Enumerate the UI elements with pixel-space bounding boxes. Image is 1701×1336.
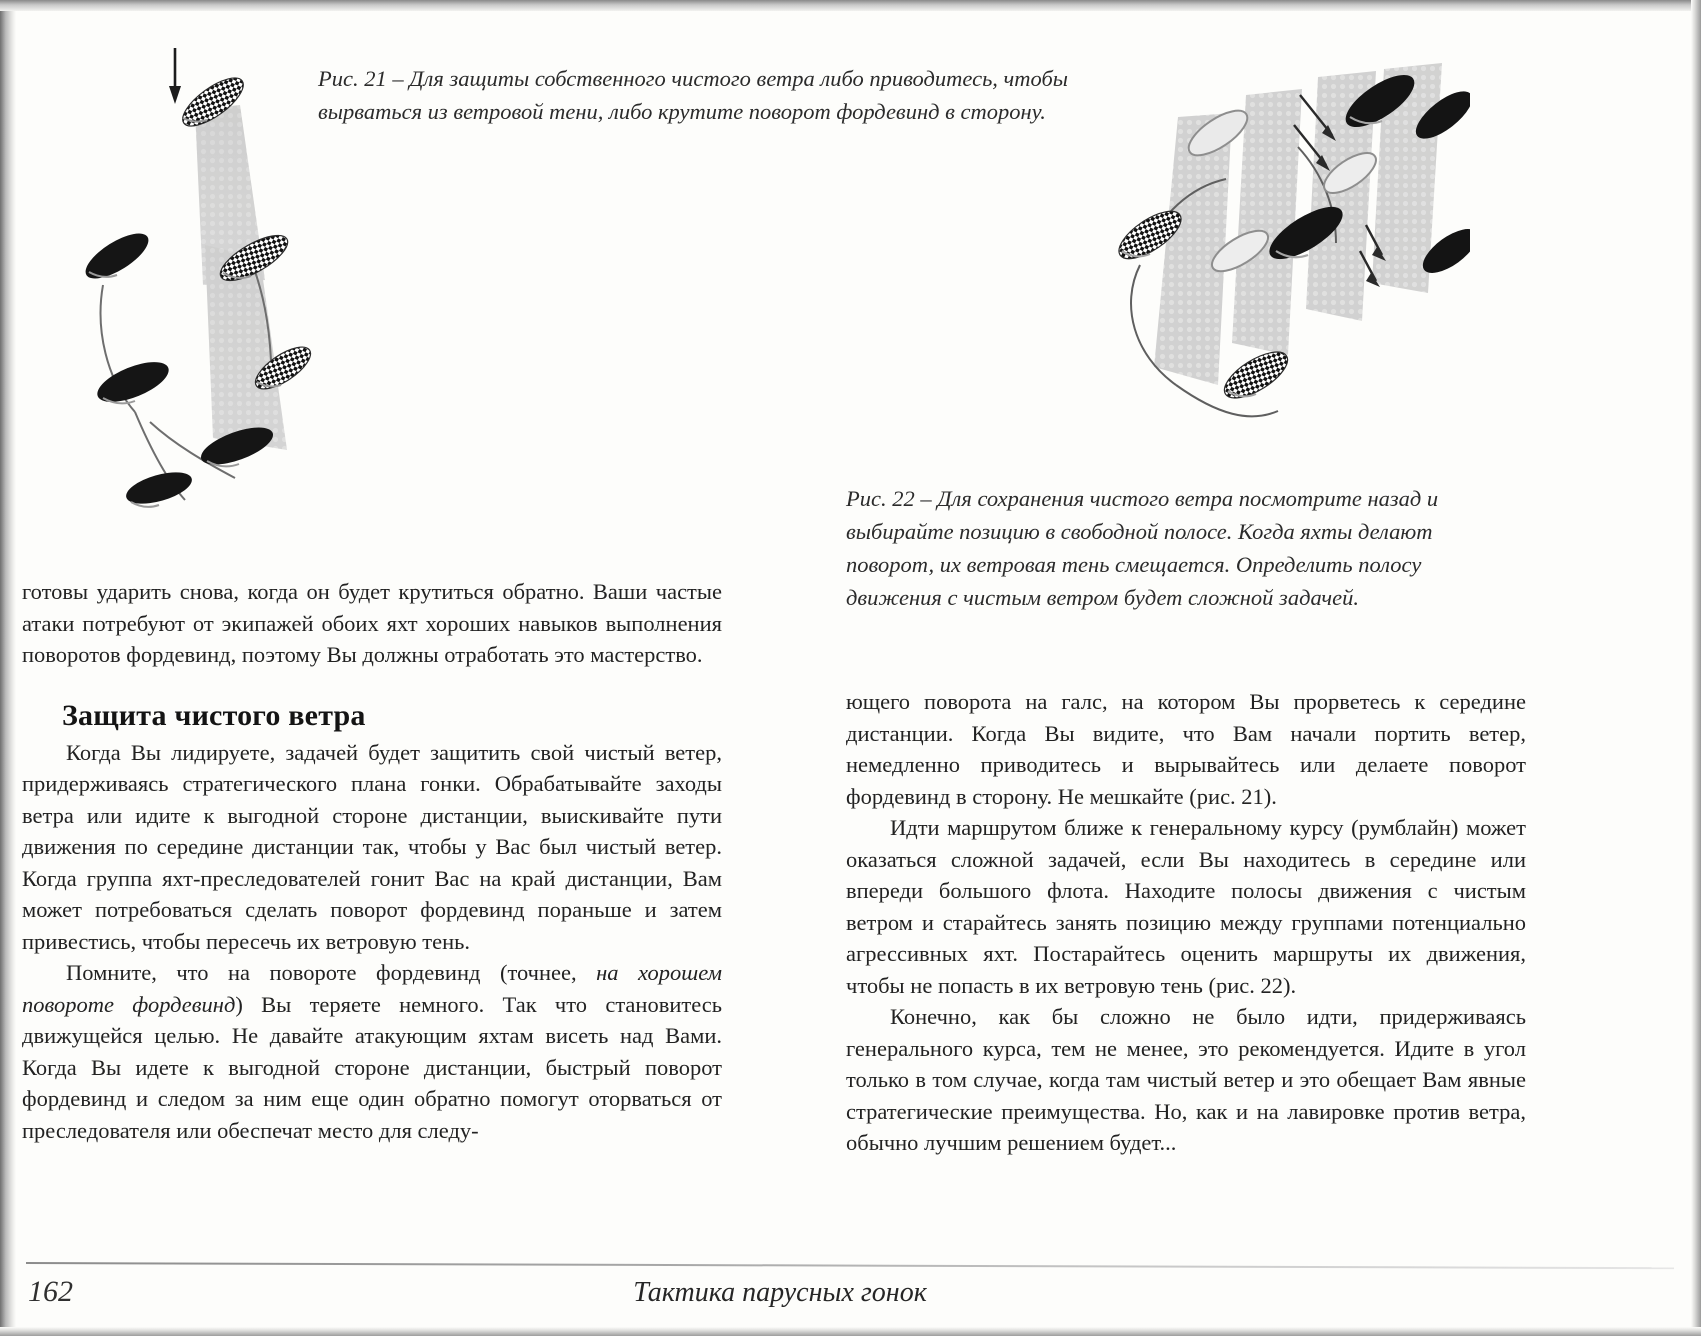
scan-edge-bottom xyxy=(0,1327,1701,1336)
boat-checkered-b xyxy=(1218,343,1295,407)
left-paragraph-2-emphasis: на хорошем повороте фордевинд xyxy=(22,960,722,1017)
figure-22-illustration xyxy=(1050,55,1470,455)
page-section-heading: Защита чистого ветра xyxy=(62,698,366,732)
figure-22-caption: Рис. 22 – Для сохранения чистого ветра посмотрите назад и выбирайте позицию в свободной полосе. Когда яхты делают поворот, их ветровая тень смещается. Определить полосу движения с чистым ветром будет сложной задачей. xyxy=(846,486,1439,610)
boat-dark-4 xyxy=(123,466,196,510)
scan-edge-right xyxy=(1691,0,1701,1336)
scan-edge-left xyxy=(0,0,16,1336)
left-paragraph-2-part1: Помните, что на повороте фордевинд (точнее, xyxy=(66,960,597,985)
boat-dark-2 xyxy=(92,354,174,410)
scan-edge-top xyxy=(0,0,1701,11)
boat-dark-1 xyxy=(79,225,155,287)
right-text-column xyxy=(846,686,1526,1159)
page-number: 162 xyxy=(28,1275,73,1308)
left-paragraph-2-part2: ) Вы теряете немного. Так что становитесь движущейся целью. Не давайте атакующим яхтам висеть над Вами. Когда Вы идете к выгодной стороне дистанции, быстрый поворот фордевинд и следом за ним еще один обратно помогут оторваться от преследователя или обеспечат место для следу- xyxy=(22,991,723,1143)
footer-divider-rule xyxy=(26,1262,1674,1269)
left-paragraph-2 xyxy=(22,957,722,1146)
running-title: Тактика парусных гонок xyxy=(633,1277,927,1308)
left-paragraph-1: Когда Вы лидируете, задачей будет защитить свой чистый ветер, придерживаясь стратегического плана гонки. Обрабатывайте заходы ветра или идите к выгодной стороне дистанции, выискивайте пути движения по середине дистанции так, чтобы у Вас был чистый ветер. Когда группа яхт-преследователей гонит Вас на край дистанции, Вам может потребоваться сделать поворот фордевинд пораньше и затем привестись, чтобы пересечь их ветровую тень. xyxy=(22,739,722,954)
right-paragraph-1: Идти маршрутом ближе к генеральному курсу (румблайн) может оказаться сложной задачей, если Вы находитесь в середине или впереди большого флота. Находите полосы движения с чистым ветром и старайтесь занять позицию между группами потенциально агрессивных яхт. Постарайтесь оценить маршруты их движения, чтобы не попасть в их ветровую тень (рис. 22). xyxy=(846,815,1526,998)
right-paragraph-2: Конечно, как бы сложно не было идти, придерживаясь генерального курса, тем не менее, это рекомендуется. Идите в угол только в том случае, когда там чистый ветер и это обещает Вам явные стратегические преимущества. Но, как и на лавировке против ветра, обычно лучшим решением будет... xyxy=(846,1004,1526,1155)
figure-21-caption: Рис. 21 – Для защиты собственного чистого ветра либо приводитесь, чтобы вырваться из ветровой тени, либо крутите поворот фордевинд в сторону. xyxy=(318,66,1069,124)
right-paragraph-continued: ющего поворота на галс, на котором Вы прорветесь к середине дистанции. Когда Вы видите, что Вам начали портить ветер, немедленно приводитесь и вырывайтесь или делаете поворот фордевинд в сторону. Не мешкайте (рис. 21). xyxy=(846,689,1526,809)
left-text-column xyxy=(22,576,722,1146)
left-paragraph-continued: готовы ударить снова, когда он будет крутиться обратно. Ваши частые атаки потребуют от экипажей обоих яхт хороших навыков выполнения поворотов фордевинд, поэтому Вы должны отработать это мастерство. xyxy=(22,579,722,667)
wind-arrow xyxy=(169,48,181,104)
